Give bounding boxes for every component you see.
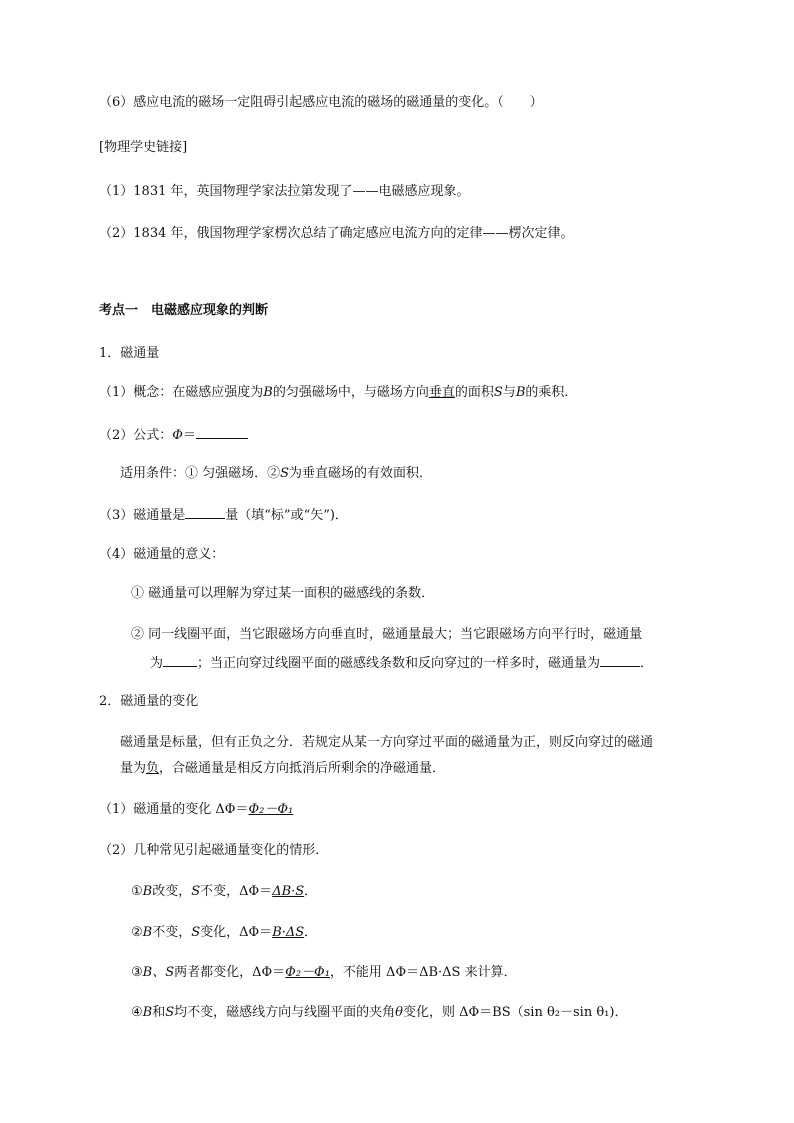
paragraph-line-1: 磁通量是标量，但有正负之分．若规定从某一方向穿过平面的磁通量为正，则反向穿过的磁通 xyxy=(120,735,654,750)
text: 改变， xyxy=(152,884,192,899)
text: 的乘积． xyxy=(525,385,578,400)
text: 为 xyxy=(150,656,164,671)
symbol-B: B xyxy=(142,925,153,940)
symbol-S: S xyxy=(280,466,290,481)
history-item-1: （1）1831 年，英国物理学家法拉第发现了——电磁感应现象。 xyxy=(99,184,470,199)
history-item-2: （2）1834 年，俄国物理学家楞次总结了确定感应电流方向的定律——楞次定律。 xyxy=(99,226,574,241)
history-title: [物理学史链接] xyxy=(99,140,188,155)
subheading-flux-change: 2．磁通量的变化 xyxy=(99,694,199,709)
text: 的匀强磁场中，与磁场方向 xyxy=(272,385,429,400)
underlined-term: 垂直 xyxy=(428,385,455,400)
meaning-line: （4）磁通量的意义： xyxy=(99,547,225,562)
text: （1）概念：在磁感应强度为 xyxy=(99,385,264,400)
underlined-formula: Φ₂－Φ₁ xyxy=(285,965,330,980)
text: 均不变，磁感线方向与线圈平面的夹角 xyxy=(174,1005,396,1020)
text: 不变，ΔΦ＝ xyxy=(200,884,273,899)
case-2 xyxy=(131,924,317,942)
text: 两者都变化，ΔΦ＝ xyxy=(174,965,286,980)
text: 为垂直磁场的有效面积． xyxy=(289,466,433,481)
symbol-B: B xyxy=(515,385,526,400)
text: （2）公式： xyxy=(99,428,173,443)
formula-line xyxy=(99,425,248,445)
text: 量为 xyxy=(120,761,147,776)
subheading-flux: 1．磁通量 xyxy=(99,346,160,361)
case-1 xyxy=(131,883,317,901)
symbol-B: B xyxy=(263,385,273,400)
meaning-item-2-cont xyxy=(150,653,653,673)
underlined-formula: ΔB·S xyxy=(272,884,305,899)
text: ． xyxy=(304,925,318,940)
fill-blank xyxy=(185,505,225,519)
symbol-S: S xyxy=(191,925,201,940)
fill-blank xyxy=(163,653,197,667)
question-6: （6）感应电流的磁场一定阻碍引起感应电流的磁场的磁通量的变化。（ ） xyxy=(99,95,543,110)
text: ④ xyxy=(131,1005,143,1020)
underlined-term: 负 xyxy=(146,761,160,776)
text: 适用条件：① 匀强磁场．② xyxy=(120,466,281,481)
change-formula-line xyxy=(99,801,293,819)
concept-line xyxy=(99,384,577,402)
text: ；当正向穿过线圈平面的磁感线条数和反向穿过的一样多时，磁通量为 xyxy=(197,656,601,671)
symbols-B-S: B、S xyxy=(142,965,175,980)
condition-line xyxy=(120,465,432,483)
text: ，合磁通量是相反方向抵消后所剩余的净磁通量． xyxy=(159,761,446,776)
meaning-item-1: ① 磁通量可以理解为穿过某一面积的磁感线的条数． xyxy=(131,586,435,601)
text: 和 xyxy=(152,1005,166,1020)
symbol-B: B xyxy=(142,884,153,899)
meaning-item-2: ② 同一线圈平面，当它跟磁场方向垂直时，磁通量最大；当它跟磁场方向平行时，磁通量 xyxy=(131,627,643,642)
case-3 xyxy=(131,964,517,982)
cases-heading: （2）几种常见引起磁通量变化的情形． xyxy=(99,843,329,858)
section-heading: 考点一 电磁感应现象的判断 xyxy=(99,303,269,318)
text: 不变， xyxy=(152,925,192,940)
text: 变化，则 ΔΦ＝BS（sin θ₂－sin θ₁)． xyxy=(402,1005,628,1020)
underlined-formula: B·ΔS xyxy=(272,925,305,940)
text: 与 xyxy=(502,385,516,400)
scalar-line xyxy=(99,505,348,525)
case-4 xyxy=(131,1004,627,1022)
text: 量（填“标”或“矢”)． xyxy=(225,508,348,523)
paragraph-line-2 xyxy=(120,760,445,778)
symbol-B: B xyxy=(142,1005,153,1020)
text: ① xyxy=(131,884,143,899)
fill-blank xyxy=(196,425,248,439)
symbol-S: S xyxy=(165,1005,175,1020)
text: 的面积 xyxy=(454,385,494,400)
text: ＝ xyxy=(182,428,196,443)
text: 变化，ΔΦ＝ xyxy=(200,925,273,940)
text: ． xyxy=(640,656,654,671)
symbol-phi: Φ xyxy=(172,428,183,443)
symbol-S: S xyxy=(493,385,503,400)
text: （3）磁通量是 xyxy=(99,508,186,523)
text: ③ xyxy=(131,965,143,980)
text: ． xyxy=(304,884,318,899)
symbol-S: S xyxy=(191,884,201,899)
underlined-formula: Φ₂－Φ₁ xyxy=(248,802,294,817)
fill-blank xyxy=(600,653,640,667)
symbol-theta: θ xyxy=(395,1005,403,1020)
text: ，不能用 ΔΦ＝ΔB·ΔS 来计算． xyxy=(329,965,517,980)
text: （1）磁通量的变化 ΔΦ＝ xyxy=(99,802,249,817)
text: ② xyxy=(131,925,143,940)
